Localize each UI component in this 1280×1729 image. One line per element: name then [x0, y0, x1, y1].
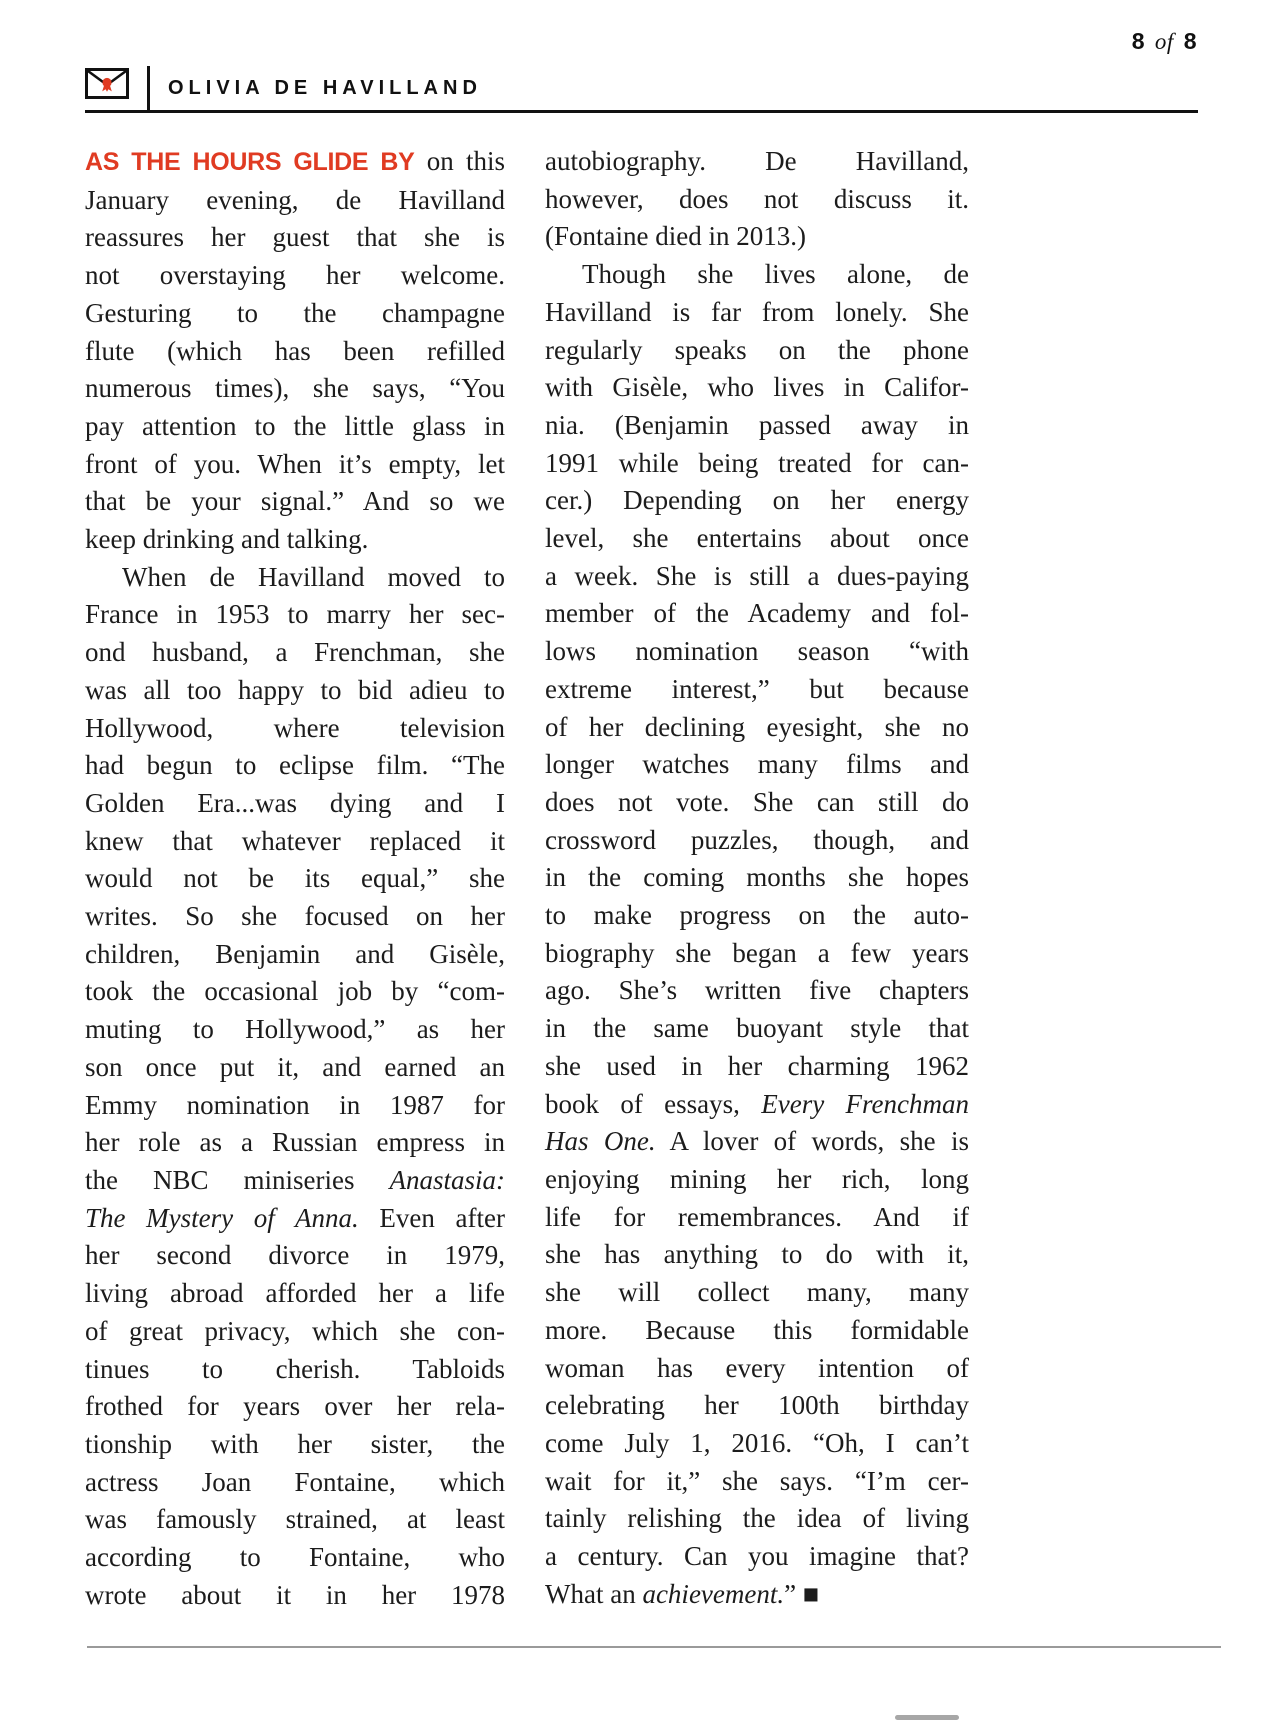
text-line: level, she entertains about once	[545, 523, 969, 554]
article-header-title: OLIVIA DE HAVILLAND	[168, 77, 482, 99]
text-line: Gesturing to the champagne	[85, 297, 505, 328]
text-line: pay attention to the little glass in	[85, 410, 505, 441]
footer-rule	[87, 1646, 1221, 1648]
text-line: tionship with her sister, the	[85, 1428, 505, 1459]
text-line: in the same buoyant style that	[545, 1013, 969, 1044]
text-line: numerous times), she says, “You	[85, 373, 505, 404]
text-line: keep drinking and talking.	[85, 524, 369, 555]
text-line: The Mystery of Anna. Even after	[85, 1202, 506, 1233]
text-line: more. Because this formidable	[545, 1314, 969, 1345]
text-line: ond husband, a Frenchman, she	[85, 637, 505, 668]
text-line: flute (which has been refilled	[85, 335, 505, 366]
text-line: muting to Hollywood,” as her	[85, 1014, 505, 1045]
text-line: a week. She is still a dues-paying	[545, 560, 969, 591]
text-line: life for remembrances. And if	[545, 1201, 969, 1232]
text-line: with Gisèle, who lives in Califor-	[545, 372, 969, 403]
text-line: longer watches many films and	[545, 749, 969, 780]
header-rule	[85, 110, 1198, 113]
text-line: Has One. A lover of words, she is	[545, 1126, 969, 1157]
text-line: book of essays, Every Frenchman	[545, 1088, 970, 1119]
envelope-seal-icon	[85, 68, 129, 99]
text-line: tainly relishing the idea of living	[545, 1503, 969, 1534]
text-line: Hollywood, where television	[85, 712, 505, 743]
text-line: of great privacy, which she con-	[85, 1315, 505, 1346]
page-total: 8	[1183, 28, 1197, 54]
text-line: regularly speaks on the phone	[545, 334, 969, 365]
text-line: celebrating her 100th birthday	[545, 1390, 969, 1421]
text-line: writes. So she focused on her	[85, 901, 505, 932]
text-line: What an achievement.” ■	[545, 1578, 820, 1609]
text-line: the NBC miniseries Anastasia:	[85, 1164, 505, 1195]
text-line: a century. Can you imagine that?	[545, 1541, 969, 1572]
article-column-1	[85, 143, 505, 1614]
text-line: of her declining eyesight, she no	[545, 711, 969, 742]
text-line: Golden Era...was dying and I	[85, 787, 505, 818]
text-line: took the occasional job by “com-	[85, 976, 505, 1007]
text-line: actress Joan Fontaine, which	[85, 1466, 505, 1497]
text-line: France in 1953 to marry her sec-	[85, 599, 505, 630]
text-line: nia. (Benjamin passed away in	[545, 409, 969, 440]
text-line: to make progress on the auto-	[545, 900, 969, 931]
text-line: crossword puzzles, though, and	[545, 824, 969, 855]
text-line: son once put it, and earned an	[85, 1051, 505, 1082]
page-indicator	[1132, 28, 1197, 55]
text-line: front of you. When it’s empty, let	[85, 448, 505, 479]
text-line: come July 1, 2016. “Oh, I can’t	[545, 1427, 969, 1458]
text-line: enjoying mining her rich, long	[545, 1163, 969, 1194]
text-line: does not vote. She can still do	[545, 786, 969, 817]
text-line: children, Benjamin and Gisèle,	[85, 938, 505, 969]
text-line: frothed for years over her rela-	[85, 1391, 505, 1422]
text-line: was famously strained, at least	[85, 1504, 505, 1535]
text-line: had begun to eclipse film. “The	[85, 750, 505, 781]
text-line: autobiography. De Havilland,	[545, 146, 969, 176]
text-line: 1991 while being treated for can-	[545, 447, 969, 478]
scroll-handle[interactable]	[895, 1715, 959, 1720]
text-line: cer.) Depending on her energy	[545, 485, 969, 516]
text-line: Havilland is far from lonely. She	[545, 296, 969, 327]
text-line: AS THE HOURS GLIDE BY on this	[85, 146, 505, 176]
text-line: living abroad afforded her a life	[85, 1278, 505, 1309]
text-line: her second divorce in 1979,	[85, 1240, 505, 1271]
text-line: When de Havilland moved to	[122, 561, 505, 592]
text-line: (Fontaine died in 2013.)	[545, 221, 806, 252]
text-line: not overstaying her welcome.	[85, 260, 505, 291]
text-line: lows nomination season “with	[545, 636, 969, 667]
text-line: her role as a Russian empress in	[85, 1127, 505, 1158]
text-line: according to Fontaine, who	[85, 1542, 505, 1573]
page-current: 8	[1131, 28, 1146, 54]
text-line: biography she began a few years	[545, 937, 969, 968]
text-line: wait for it,” she says. “I’m cer-	[545, 1465, 969, 1496]
text-line: January evening, de Havilland	[85, 184, 505, 215]
text-line: ago. She’s written five chapters	[545, 975, 969, 1006]
article-column-2	[545, 143, 969, 1613]
text-line: tinues to cherish. Tabloids	[85, 1353, 505, 1384]
page-connector: of	[1154, 29, 1174, 54]
text-line: reassures her guest that she is	[85, 222, 505, 253]
text-line: she has anything to do with it,	[545, 1239, 969, 1270]
text-line: she will collect many, many	[545, 1277, 969, 1308]
text-line: was all too happy to bid adieu to	[85, 674, 505, 705]
text-line: that be your signal.” And so we	[85, 486, 505, 517]
text-line: member of the Academy and fol-	[545, 598, 969, 629]
text-line: however, does not discuss it.	[545, 183, 969, 214]
text-line: Emmy nomination in 1987 for	[85, 1089, 505, 1120]
text-line: in the coming months she hopes	[545, 862, 969, 893]
text-line: extreme interest,” but because	[545, 673, 969, 704]
text-line: woman has every intention of	[545, 1352, 969, 1383]
text-line: knew that whatever replaced it	[85, 825, 505, 856]
text-line: Though she lives alone, de	[582, 259, 969, 290]
text-line: she used in her charming 1962	[545, 1050, 969, 1081]
text-line: would not be its equal,” she	[85, 863, 505, 894]
header-divider	[147, 66, 150, 112]
text-line: wrote about it in her 1978	[85, 1579, 505, 1610]
